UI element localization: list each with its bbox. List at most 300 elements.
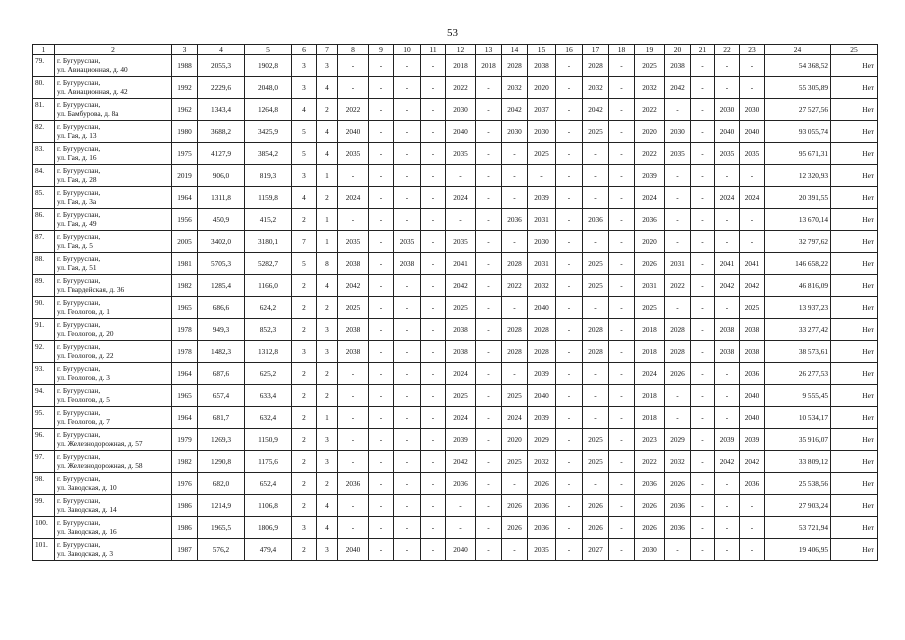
data-cell: 1106,8: [245, 495, 292, 517]
data-cell: -: [421, 77, 446, 99]
address-city: г. Бугуруслан,: [57, 298, 101, 307]
data-cell: 1964: [172, 363, 198, 385]
data-cell: -: [369, 451, 394, 473]
flag-cell: Нет: [831, 275, 878, 297]
data-cell: -: [715, 77, 740, 99]
data-cell: -: [394, 55, 421, 77]
data-cell: -: [691, 121, 715, 143]
flag-cell: Нет: [831, 363, 878, 385]
data-cell: 1290,8: [198, 451, 245, 473]
address-cell: [55, 539, 172, 561]
data-cell: -: [583, 187, 609, 209]
data-cell: -: [609, 385, 635, 407]
address-street: ул. Заводская, д. 3: [57, 549, 113, 558]
column-header: 10: [394, 45, 421, 55]
data-cell: 2036: [338, 473, 369, 495]
data-cell: 2040: [446, 539, 476, 561]
data-cell: -: [421, 385, 446, 407]
data-cell: -: [583, 143, 609, 165]
data-cell: -: [609, 451, 635, 473]
data-cell: -: [394, 495, 421, 517]
data-cell: 1: [317, 209, 338, 231]
data-cell: 1982: [172, 275, 198, 297]
data-cell: -: [369, 297, 394, 319]
column-header: 18: [609, 45, 635, 55]
data-cell: -: [715, 209, 740, 231]
address-cell: [55, 253, 172, 275]
data-cell: 2025: [446, 297, 476, 319]
data-cell: 1214,9: [198, 495, 245, 517]
data-cell: 2036: [635, 209, 665, 231]
data-cell: -: [476, 341, 502, 363]
data-cell: 2022: [338, 99, 369, 121]
cost-cell: 20 391,55: [765, 187, 831, 209]
data-cell: -: [476, 517, 502, 539]
data-cell: 2035: [446, 231, 476, 253]
data-cell: 1343,4: [198, 99, 245, 121]
cost-cell: 27 903,24: [765, 495, 831, 517]
data-cell: -: [476, 539, 502, 561]
data-cell: -: [369, 495, 394, 517]
address-cell: [55, 187, 172, 209]
cost-cell: 32 797,62: [765, 231, 831, 253]
address-cell: [55, 55, 172, 77]
data-cell: -: [528, 165, 556, 187]
data-cell: 2036: [583, 209, 609, 231]
data-cell: 1: [317, 407, 338, 429]
cost-cell: 13 670,14: [765, 209, 831, 231]
data-cell: -: [476, 495, 502, 517]
address-cell: [55, 319, 172, 341]
cost-cell: 13 937,23: [765, 297, 831, 319]
data-cell: 1964: [172, 407, 198, 429]
data-cell: -: [394, 319, 421, 341]
row-number: 90.: [33, 297, 55, 319]
address-street: ул. Гая, д. 13: [57, 131, 97, 140]
cost-cell: 55 305,89: [765, 77, 831, 99]
page-number: 53: [447, 27, 458, 39]
data-cell: 1159,8: [245, 187, 292, 209]
data-cell: -: [476, 385, 502, 407]
data-cell: 1986: [172, 517, 198, 539]
data-cell: 4: [317, 77, 338, 99]
data-cell: -: [446, 165, 476, 187]
data-cell: -: [394, 77, 421, 99]
data-cell: -: [394, 407, 421, 429]
data-cell: 3180,1: [245, 231, 292, 253]
address-street: ул. Авиационная, д. 42: [57, 87, 128, 96]
data-cell: 3: [292, 55, 317, 77]
data-cell: -: [556, 451, 583, 473]
data-cell: -: [715, 363, 740, 385]
address-cell: [55, 495, 172, 517]
column-header: 21: [691, 45, 715, 55]
row-number: 82.: [33, 121, 55, 143]
data-cell: 686,6: [198, 297, 245, 319]
data-cell: 2032: [635, 77, 665, 99]
column-header: 7: [317, 45, 338, 55]
data-cell: 1956: [172, 209, 198, 231]
data-cell: 1965: [172, 385, 198, 407]
data-cell: -: [502, 297, 528, 319]
data-cell: -: [691, 451, 715, 473]
table-row: [33, 495, 878, 517]
row-number: 88.: [33, 253, 55, 275]
data-cell: 2040: [338, 121, 369, 143]
data-cell: -: [691, 407, 715, 429]
data-cell: -: [609, 275, 635, 297]
data-cell: 624,2: [245, 297, 292, 319]
address-street: ул. Геологов, д. 7: [57, 417, 110, 426]
data-cell: -: [338, 495, 369, 517]
address-city: г. Бугуруслан,: [57, 518, 101, 527]
address-street: ул. Бамбурова, д. 8а: [57, 109, 119, 118]
data-cell: -: [609, 231, 635, 253]
data-cell: -: [394, 275, 421, 297]
data-cell: 2019: [172, 165, 198, 187]
data-cell: -: [502, 363, 528, 385]
data-cell: -: [665, 407, 691, 429]
data-cell: 479,4: [245, 539, 292, 561]
data-cell: 2039: [528, 407, 556, 429]
flag-cell: Нет: [831, 385, 878, 407]
data-cell: -: [691, 275, 715, 297]
data-cell: 1269,3: [198, 429, 245, 451]
data-cell: 2042: [338, 275, 369, 297]
data-cell: 1976: [172, 473, 198, 495]
data-cell: 2042: [502, 99, 528, 121]
data-cell: 1978: [172, 319, 198, 341]
address-street: ул. Железнодорожная, д. 58: [57, 461, 143, 470]
data-cell: -: [691, 253, 715, 275]
data-cell: 2031: [528, 253, 556, 275]
data-cell: -: [369, 143, 394, 165]
data-cell: 2020: [635, 121, 665, 143]
data-cell: -: [609, 429, 635, 451]
data-cell: 2026: [502, 495, 528, 517]
data-cell: 2023: [635, 429, 665, 451]
data-cell: 4: [317, 517, 338, 539]
table-row: [33, 55, 878, 77]
data-cell: -: [556, 517, 583, 539]
address-street: ул. Заводская, д. 14: [57, 505, 117, 514]
data-cell: -: [691, 517, 715, 539]
data-cell: 3402,0: [198, 231, 245, 253]
data-cell: -: [691, 209, 715, 231]
data-cell: -: [394, 363, 421, 385]
row-number: 94.: [33, 385, 55, 407]
address-city: г. Бугуруслан,: [57, 430, 101, 439]
address-city: г. Бугуруслан,: [57, 540, 101, 549]
data-cell: -: [421, 209, 446, 231]
cost-cell: 146 658,22: [765, 253, 831, 275]
address-cell: [55, 99, 172, 121]
column-header-row: [33, 45, 878, 55]
data-cell: -: [556, 209, 583, 231]
data-cell: -: [369, 165, 394, 187]
flag-cell: Нет: [831, 451, 878, 473]
data-cell: 2026: [635, 495, 665, 517]
address-street: ул. Гая, д. 28: [57, 175, 97, 184]
data-cell: -: [691, 297, 715, 319]
data-cell: 2032: [665, 451, 691, 473]
data-cell: 5: [292, 121, 317, 143]
data-cell: 1980: [172, 121, 198, 143]
address-city: г. Бугуруслан,: [57, 210, 101, 219]
data-cell: 2028: [502, 55, 528, 77]
data-cell: 2022: [635, 143, 665, 165]
data-cell: -: [691, 539, 715, 561]
data-cell: -: [556, 121, 583, 143]
data-cell: -: [421, 319, 446, 341]
data-cell: -: [369, 187, 394, 209]
data-cell: 1981: [172, 253, 198, 275]
data-cell: -: [691, 77, 715, 99]
data-cell: -: [691, 231, 715, 253]
data-cell: 2038: [446, 341, 476, 363]
data-cell: 2: [317, 297, 338, 319]
data-cell: 2048,0: [245, 77, 292, 99]
data-cell: 3: [317, 55, 338, 77]
column-header: 16: [556, 45, 583, 55]
data-cell: -: [338, 385, 369, 407]
data-cell: 2031: [635, 275, 665, 297]
column-header: 24: [765, 45, 831, 55]
data-cell: 2030: [528, 121, 556, 143]
data-cell: 2: [292, 539, 317, 561]
address-cell: [55, 473, 172, 495]
flag-cell: Нет: [831, 231, 878, 253]
address-cell: [55, 121, 172, 143]
address-city: г. Бугуруслан,: [57, 320, 101, 329]
data-cell: 3: [292, 165, 317, 187]
address-city: г. Бугуруслан,: [57, 408, 101, 417]
data-cell: -: [556, 275, 583, 297]
data-cell: 1150,9: [245, 429, 292, 451]
data-cell: 2032: [502, 77, 528, 99]
data-cell: -: [740, 539, 765, 561]
data-cell: -: [369, 99, 394, 121]
address-city: г. Бугуруслан,: [57, 78, 101, 87]
address-street: ул. Гая, д. 51: [57, 263, 97, 272]
data-cell: -: [556, 253, 583, 275]
row-number: 83.: [33, 143, 55, 165]
data-cell: 2: [292, 363, 317, 385]
data-cell: 5705,3: [198, 253, 245, 275]
data-cell: -: [421, 165, 446, 187]
data-cell: -: [609, 495, 635, 517]
data-cell: 2040: [740, 385, 765, 407]
data-cell: -: [476, 319, 502, 341]
data-cell: -: [715, 517, 740, 539]
flag-cell: Нет: [831, 407, 878, 429]
data-cell: -: [421, 363, 446, 385]
flag-cell: Нет: [831, 473, 878, 495]
cost-cell: 95 671,31: [765, 143, 831, 165]
data-cell: 1982: [172, 451, 198, 473]
cost-cell: 19 406,95: [765, 539, 831, 561]
data-cell: 633,4: [245, 385, 292, 407]
data-cell: 1987: [172, 539, 198, 561]
data-cell: -: [369, 253, 394, 275]
table-row: [33, 473, 878, 495]
data-cell: -: [421, 341, 446, 363]
data-cell: -: [556, 539, 583, 561]
data-cell: -: [740, 517, 765, 539]
data-cell: 2025: [583, 429, 609, 451]
data-cell: 7: [292, 231, 317, 253]
data-cell: -: [740, 231, 765, 253]
data-cell: 2: [292, 451, 317, 473]
data-cell: 2026: [528, 473, 556, 495]
data-cell: -: [476, 209, 502, 231]
data-cell: 2024: [740, 187, 765, 209]
data-cell: -: [556, 297, 583, 319]
data-cell: -: [394, 473, 421, 495]
data-cell: 2: [317, 385, 338, 407]
data-cell: 2035: [446, 143, 476, 165]
table-row: [33, 143, 878, 165]
data-cell: 625,2: [245, 363, 292, 385]
data-cell: 3: [292, 341, 317, 363]
address-street: ул. Геологов, д. 3: [57, 373, 110, 382]
data-cell: 2032: [583, 77, 609, 99]
data-cell: 2038: [715, 341, 740, 363]
row-number: 84.: [33, 165, 55, 187]
data-cell: -: [394, 517, 421, 539]
data-cell: 2042: [715, 451, 740, 473]
data-cell: 2: [292, 473, 317, 495]
housing-table: [32, 44, 878, 561]
address-city: г. Бугуруслан,: [57, 496, 101, 505]
data-cell: 906,0: [198, 165, 245, 187]
data-cell: -: [369, 55, 394, 77]
data-cell: 2028: [665, 319, 691, 341]
data-cell: -: [421, 143, 446, 165]
data-cell: 2038: [338, 253, 369, 275]
row-number: 92.: [33, 341, 55, 363]
data-cell: -: [740, 209, 765, 231]
data-cell: -: [476, 77, 502, 99]
data-cell: 2041: [715, 253, 740, 275]
data-cell: -: [691, 319, 715, 341]
data-cell: 1: [317, 165, 338, 187]
data-cell: 4127,9: [198, 143, 245, 165]
address-street: ул. Геологов, д. 22: [57, 351, 114, 360]
cost-cell: 93 055,74: [765, 121, 831, 143]
data-cell: 2038: [740, 341, 765, 363]
data-cell: 2040: [740, 121, 765, 143]
data-cell: 4: [317, 495, 338, 517]
data-cell: 2025: [338, 297, 369, 319]
data-cell: 4: [317, 143, 338, 165]
data-cell: -: [446, 517, 476, 539]
data-cell: 2028: [528, 341, 556, 363]
data-cell: 2025: [583, 451, 609, 473]
address-city: г. Бугуруслан,: [57, 474, 101, 483]
data-cell: 2024: [446, 407, 476, 429]
data-cell: -: [338, 165, 369, 187]
row-number: 96.: [33, 429, 55, 451]
data-cell: -: [609, 165, 635, 187]
data-cell: 2026: [635, 517, 665, 539]
data-cell: -: [583, 297, 609, 319]
data-cell: 2025: [583, 253, 609, 275]
data-cell: 2024: [635, 187, 665, 209]
data-cell: 2041: [446, 253, 476, 275]
column-header: 11: [421, 45, 446, 55]
data-cell: -: [369, 275, 394, 297]
data-cell: 2030: [715, 99, 740, 121]
data-cell: -: [609, 341, 635, 363]
row-number: 87.: [33, 231, 55, 253]
table-row: [33, 385, 878, 407]
data-cell: -: [740, 77, 765, 99]
data-cell: -: [583, 165, 609, 187]
data-cell: 2022: [635, 451, 665, 473]
flag-cell: Нет: [831, 539, 878, 561]
flag-cell: Нет: [831, 341, 878, 363]
data-cell: 2039: [635, 165, 665, 187]
address-cell: [55, 451, 172, 473]
data-cell: -: [583, 231, 609, 253]
data-cell: 4: [292, 187, 317, 209]
flag-cell: Нет: [831, 429, 878, 451]
address-city: г. Бугуруслан,: [57, 56, 101, 65]
data-cell: 3425,9: [245, 121, 292, 143]
data-cell: -: [476, 121, 502, 143]
data-cell: 1964: [172, 187, 198, 209]
data-cell: 576,2: [198, 539, 245, 561]
data-cell: 2030: [740, 99, 765, 121]
data-cell: 1806,9: [245, 517, 292, 539]
data-cell: -: [421, 55, 446, 77]
data-cell: 2035: [665, 143, 691, 165]
address-city: г. Бугуруслан,: [57, 144, 101, 153]
cost-cell: 27 527,56: [765, 99, 831, 121]
flag-cell: Нет: [831, 121, 878, 143]
flag-cell: Нет: [831, 319, 878, 341]
data-cell: -: [421, 495, 446, 517]
data-cell: 2038: [665, 55, 691, 77]
data-cell: -: [583, 385, 609, 407]
row-number: 79.: [33, 55, 55, 77]
flag-cell: Нет: [831, 77, 878, 99]
data-cell: 3: [317, 539, 338, 561]
data-cell: -: [394, 143, 421, 165]
data-cell: -: [421, 517, 446, 539]
data-cell: -: [715, 473, 740, 495]
data-cell: -: [740, 495, 765, 517]
table-row: [33, 165, 878, 187]
row-number: 95.: [33, 407, 55, 429]
data-cell: -: [583, 473, 609, 495]
data-cell: 2039: [528, 187, 556, 209]
data-cell: 2024: [715, 187, 740, 209]
data-cell: -: [394, 121, 421, 143]
data-cell: -: [502, 473, 528, 495]
data-cell: 819,3: [245, 165, 292, 187]
data-cell: 2040: [740, 407, 765, 429]
address-street: ул. Железнодорожная, д. 57: [57, 439, 143, 448]
data-cell: 2020: [502, 429, 528, 451]
data-cell: -: [665, 231, 691, 253]
data-cell: -: [369, 341, 394, 363]
data-cell: 2018: [635, 341, 665, 363]
address-cell: [55, 363, 172, 385]
data-cell: 3: [317, 451, 338, 473]
data-cell: 2028: [502, 319, 528, 341]
